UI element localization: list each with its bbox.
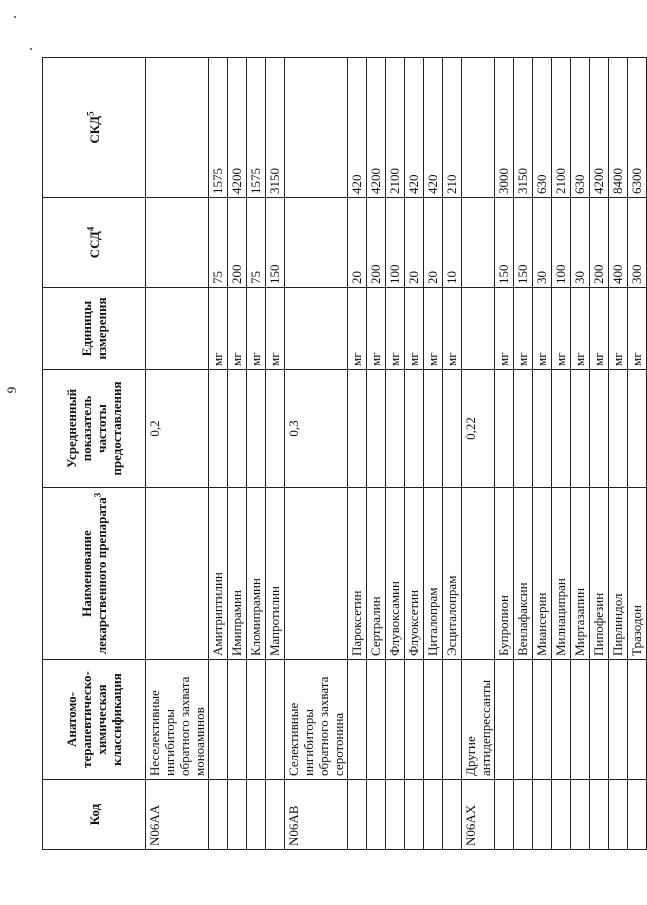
drug-ssd: 75: [209, 198, 228, 288]
freq-empty: [495, 370, 514, 488]
header-row: [43, 58, 146, 850]
freq-empty: [609, 370, 628, 488]
freq-empty: [571, 370, 590, 488]
atc-empty: [266, 660, 285, 780]
drug-name: Пипофезин: [590, 488, 609, 660]
freq-empty: [552, 370, 571, 488]
drug-name: Флуоксетин: [405, 488, 424, 660]
freq-empty: [348, 370, 367, 488]
drug-ssd: 400: [609, 198, 628, 288]
group-freq: 0,22: [462, 370, 495, 488]
group-atc: Другие антидепрессанты: [462, 660, 495, 780]
drug-name: Мапротилин: [266, 488, 285, 660]
drug-name: Венлафаксин: [514, 488, 533, 660]
rotated-content: [42, 58, 644, 850]
code-empty: [209, 780, 228, 850]
drug-row: [590, 58, 609, 850]
freq-empty: [405, 370, 424, 488]
drug-name: Эсциталопрам: [443, 488, 462, 660]
atc-empty: [628, 660, 647, 780]
freq-empty: [590, 370, 609, 488]
drug-row: [405, 58, 424, 850]
atc-empty: [209, 660, 228, 780]
drug-ssd: 75: [247, 198, 266, 288]
drug-unit: мг: [552, 288, 571, 370]
freq-empty: [386, 370, 405, 488]
group-atc: Неселективные ингибиторы обратного захвата моноаминов: [146, 660, 209, 780]
code-empty: [628, 780, 647, 850]
drug-unit: мг: [495, 288, 514, 370]
code-empty: [552, 780, 571, 850]
rotated-page: [42, 58, 644, 850]
drug-skd: 1575: [209, 58, 228, 198]
drug-name: Милнаципран: [552, 488, 571, 660]
drug-ssd: 20: [424, 198, 443, 288]
code-empty: [609, 780, 628, 850]
code-empty: [590, 780, 609, 850]
col-header-drug: Наименование лекарственного препарата$^3$: [43, 488, 146, 660]
drug-name: Сертралин: [367, 488, 386, 660]
drug-row: [495, 58, 514, 850]
group-code: N06AB: [285, 780, 348, 850]
drug-name: Кломипрамин: [247, 488, 266, 660]
scan-speck: [14, 16, 16, 18]
atc-empty: [348, 660, 367, 780]
drug-skd: 4200: [590, 58, 609, 198]
group-atc: Селективные ингибиторы обратного захвата серотонина: [285, 660, 348, 780]
code-empty: [424, 780, 443, 850]
code-empty: [495, 780, 514, 850]
drug-name: Миртазапин: [571, 488, 590, 660]
group-code: N06AX: [462, 780, 495, 850]
freq-empty: [367, 370, 386, 488]
group-code: N06AA: [146, 780, 209, 850]
freq-empty: [209, 370, 228, 488]
group-ssd-empty: [146, 198, 209, 288]
drug-ssd: 100: [386, 198, 405, 288]
group-drug-empty: [285, 488, 348, 660]
drug-ssd: 200: [590, 198, 609, 288]
drug-unit: мг: [443, 288, 462, 370]
drug-skd: 2100: [552, 58, 571, 198]
group-unit-empty: [146, 288, 209, 370]
drug-row: [628, 58, 647, 850]
atc-empty: [367, 660, 386, 780]
drug-unit: мг: [533, 288, 552, 370]
drug-skd: 630: [533, 58, 552, 198]
drug-unit: мг: [571, 288, 590, 370]
freq-empty: [533, 370, 552, 488]
group-unit-empty: [462, 288, 495, 370]
code-empty: [405, 780, 424, 850]
code-empty: [533, 780, 552, 850]
drug-unit: мг: [247, 288, 266, 370]
code-empty: [367, 780, 386, 850]
code-empty: [514, 780, 533, 850]
atc-empty: [443, 660, 462, 780]
freq-empty: [424, 370, 443, 488]
drug-unit: мг: [228, 288, 247, 370]
freq-empty: [628, 370, 647, 488]
drug-skd: 6300: [628, 58, 647, 198]
drug-skd: 3150: [266, 58, 285, 198]
drug-skd: 420: [348, 58, 367, 198]
code-empty: [247, 780, 266, 850]
drug-row: [443, 58, 462, 850]
atc-empty: [552, 660, 571, 780]
drug-unit: мг: [266, 288, 285, 370]
freq-empty: [266, 370, 285, 488]
drug-row: [609, 58, 628, 850]
drug-name: Циталопрам: [424, 488, 443, 660]
atc-empty: [386, 660, 405, 780]
drug-skd: 210: [443, 58, 462, 198]
drug-table: [42, 57, 647, 850]
drug-ssd: 30: [571, 198, 590, 288]
drug-ssd: 150: [266, 198, 285, 288]
drug-ssd: 200: [367, 198, 386, 288]
col-header-skd: СКД$^5$: [43, 58, 146, 198]
drug-unit: мг: [609, 288, 628, 370]
drug-ssd: 30: [533, 198, 552, 288]
drug-unit: мг: [348, 288, 367, 370]
page-number: 9: [4, 386, 19, 394]
drug-row: [424, 58, 443, 850]
freq-empty: [443, 370, 462, 488]
drug-ssd: 10: [443, 198, 462, 288]
drug-ssd: 300: [628, 198, 647, 288]
drug-skd: 630: [571, 58, 590, 198]
code-empty: [386, 780, 405, 850]
group-skd-empty: [462, 58, 495, 198]
freq-empty: [514, 370, 533, 488]
drug-skd: 8400: [609, 58, 628, 198]
group-drug-empty: [146, 488, 209, 660]
drug-name: Бупропион: [495, 488, 514, 660]
atc-empty: [609, 660, 628, 780]
drug-unit: мг: [424, 288, 443, 370]
atc-empty: [405, 660, 424, 780]
group-row: [146, 58, 209, 850]
drug-ssd: 20: [348, 198, 367, 288]
group-drug-empty: [462, 488, 495, 660]
group-unit-empty: [285, 288, 348, 370]
col-header-atc: Анатомо-терапевтическо-химическая классификация: [43, 660, 146, 780]
drug-skd: 4200: [228, 58, 247, 198]
drug-row: [247, 58, 266, 850]
col-header-code: Код: [43, 780, 146, 850]
drug-row: [552, 58, 571, 850]
drug-row: [348, 58, 367, 850]
drug-ssd: 20: [405, 198, 424, 288]
drug-row: [514, 58, 533, 850]
drug-ssd: 100: [552, 198, 571, 288]
drug-skd: 2100: [386, 58, 405, 198]
drug-skd: 420: [405, 58, 424, 198]
table-body: [146, 58, 647, 850]
atc-empty: [514, 660, 533, 780]
drug-name: Миансерин: [533, 488, 552, 660]
drug-unit: мг: [590, 288, 609, 370]
col-header-ssd: ССД$^4$: [43, 198, 146, 288]
drug-row: [266, 58, 285, 850]
code-empty: [443, 780, 462, 850]
atc-empty: [247, 660, 266, 780]
drug-name: Имипрамин: [228, 488, 247, 660]
drug-name: Тразодон: [628, 488, 647, 660]
atc-empty: [424, 660, 443, 780]
drug-skd: 1575: [247, 58, 266, 198]
atc-empty: [571, 660, 590, 780]
drug-row: [228, 58, 247, 850]
drug-name: Пирлиндол: [609, 488, 628, 660]
drug-skd: 3150: [514, 58, 533, 198]
group-skd-empty: [285, 58, 348, 198]
drug-unit: мг: [386, 288, 405, 370]
drug-row: [367, 58, 386, 850]
atc-empty: [533, 660, 552, 780]
freq-empty: [247, 370, 266, 488]
drug-name: Флувоксамин: [386, 488, 405, 660]
drug-unit: мг: [628, 288, 647, 370]
atc-empty: [495, 660, 514, 780]
drug-unit: мг: [405, 288, 424, 370]
drug-skd: 3000: [495, 58, 514, 198]
code-empty: [228, 780, 247, 850]
group-freq: 0,2: [146, 370, 209, 488]
drug-ssd: 200: [228, 198, 247, 288]
col-header-freq: Усредненный показатель частоты предоставления: [43, 370, 146, 488]
atc-empty: [228, 660, 247, 780]
drug-row: [386, 58, 405, 850]
group-freq: 0,3: [285, 370, 348, 488]
drug-row: [209, 58, 228, 850]
group-row: [285, 58, 348, 850]
drug-unit: мг: [209, 288, 228, 370]
group-row: [462, 58, 495, 850]
drug-ssd: 150: [495, 198, 514, 288]
code-empty: [348, 780, 367, 850]
drug-row: [571, 58, 590, 850]
group-skd-empty: [146, 58, 209, 198]
drug-unit: мг: [367, 288, 386, 370]
drug-name: Пароксетин: [348, 488, 367, 660]
code-empty: [571, 780, 590, 850]
group-ssd-empty: [285, 198, 348, 288]
drug-row: [533, 58, 552, 850]
drug-unit: мг: [514, 288, 533, 370]
drug-ssd: 150: [514, 198, 533, 288]
freq-empty: [228, 370, 247, 488]
atc-empty: [590, 660, 609, 780]
drug-skd: 420: [424, 58, 443, 198]
drug-name: Амитриптилин: [209, 488, 228, 660]
drug-skd: 4200: [367, 58, 386, 198]
group-ssd-empty: [462, 198, 495, 288]
scan-speck: [30, 48, 32, 50]
code-empty: [266, 780, 285, 850]
col-header-unit: Единицы измерения: [43, 288, 146, 370]
